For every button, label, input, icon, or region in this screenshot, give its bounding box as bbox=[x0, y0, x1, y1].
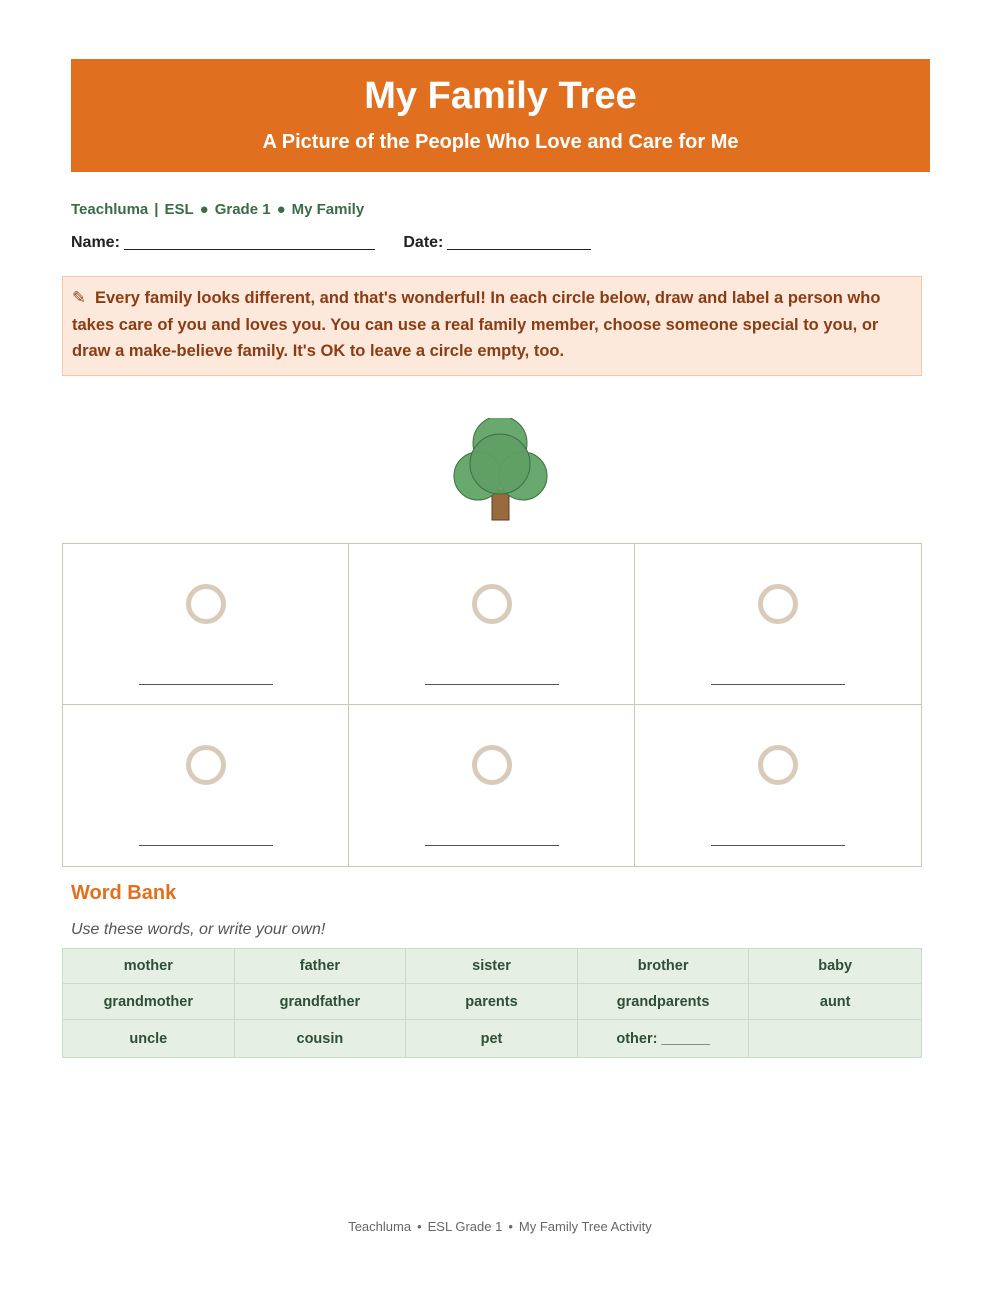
word-bank-word: pet bbox=[406, 1020, 578, 1057]
date-label: Date: bbox=[403, 234, 444, 251]
family-member-cell[interactable] bbox=[635, 705, 921, 866]
member-label-line[interactable] bbox=[425, 684, 559, 685]
member-label-line[interactable] bbox=[139, 845, 273, 846]
meta-brand: Teachluma bbox=[71, 201, 149, 218]
word-bank-word: parents bbox=[406, 984, 578, 1020]
word-bank-word: father bbox=[235, 949, 407, 984]
member-label-line[interactable] bbox=[425, 845, 559, 846]
name-date-row bbox=[71, 234, 591, 252]
family-member-cell[interactable] bbox=[635, 544, 921, 705]
word-bank-word: grandfather bbox=[235, 984, 407, 1020]
page-subtitle: A Picture of the People Who Love and Care for Me bbox=[262, 131, 739, 153]
word-bank-word: aunt bbox=[749, 984, 921, 1020]
member-label-line[interactable] bbox=[711, 845, 845, 846]
meta-dot: ● bbox=[199, 201, 209, 218]
word-bank-word: grandparents bbox=[578, 984, 750, 1020]
footer-dot: • bbox=[508, 1219, 513, 1234]
family-circle-grid bbox=[62, 543, 922, 867]
family-member-cell[interactable] bbox=[349, 705, 635, 866]
drawing-circle[interactable] bbox=[472, 584, 512, 624]
family-member-cell[interactable] bbox=[63, 544, 349, 705]
meta-subject: ESL bbox=[164, 201, 194, 218]
word-bank-subtitle: Use these words, or write your own! bbox=[71, 921, 326, 938]
word-bank-empty-cell bbox=[749, 1020, 921, 1057]
drawing-circle[interactable] bbox=[758, 584, 798, 624]
member-label-line[interactable] bbox=[711, 684, 845, 685]
member-label-line[interactable] bbox=[139, 684, 273, 685]
date-field[interactable] bbox=[447, 234, 591, 250]
name-field[interactable] bbox=[124, 234, 375, 250]
word-bank-word: baby bbox=[749, 949, 921, 984]
word-bank-word: sister bbox=[406, 949, 578, 984]
meta-dot: ● bbox=[276, 201, 286, 218]
instructions-text: Every family looks different, and that's wonderful! In each circle below, draw and label a person who takes care of you and loves you. You can use a real family member, choose someone special to you, or draw a make-believe family. It's OK to leave a circle empty, too. bbox=[72, 289, 881, 360]
page-footer bbox=[0, 1219, 1000, 1234]
meta-topic: My Family bbox=[291, 201, 365, 218]
title-banner bbox=[71, 59, 930, 172]
family-member-cell[interactable] bbox=[349, 544, 635, 705]
tree-icon bbox=[450, 418, 550, 524]
instructions-box bbox=[62, 276, 922, 376]
word-bank-word: mother bbox=[63, 949, 235, 984]
drawing-circle[interactable] bbox=[186, 745, 226, 785]
pencil-icon: ✎ bbox=[72, 289, 86, 307]
word-bank-title: Word Bank bbox=[71, 882, 177, 904]
drawing-circle[interactable] bbox=[186, 584, 226, 624]
family-member-cell[interactable] bbox=[63, 705, 349, 866]
word-bank-table bbox=[62, 948, 922, 1058]
footer-activity: My Family Tree Activity bbox=[518, 1219, 652, 1234]
drawing-circle[interactable] bbox=[758, 745, 798, 785]
meta-divider: | bbox=[154, 201, 159, 218]
worksheet-meta bbox=[71, 201, 364, 218]
meta-grade: Grade 1 bbox=[214, 201, 271, 218]
word-bank-word: cousin bbox=[235, 1020, 407, 1057]
footer-dot: • bbox=[417, 1219, 422, 1234]
footer-brand: Teachluma bbox=[348, 1219, 412, 1234]
name-label: Name: bbox=[71, 234, 120, 251]
drawing-circle[interactable] bbox=[472, 745, 512, 785]
word-bank-word: brother bbox=[578, 949, 750, 984]
word-bank-word: grandmother bbox=[63, 984, 235, 1020]
footer-course: ESL Grade 1 bbox=[427, 1219, 503, 1234]
page-title: My Family Tree bbox=[364, 75, 637, 117]
word-bank-word: uncle bbox=[63, 1020, 235, 1057]
word-bank-word-other[interactable]: other: ______ bbox=[578, 1020, 750, 1057]
